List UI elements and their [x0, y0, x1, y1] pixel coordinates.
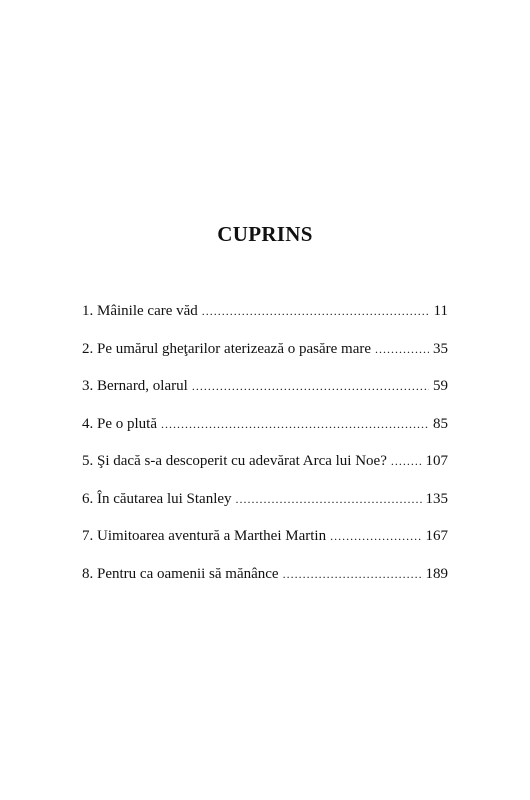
dot-leader	[202, 304, 430, 319]
toc-entry-title: 3. Bernard, olarul	[82, 378, 188, 394]
toc-page-number: 85	[433, 415, 448, 432]
dot-leader	[375, 342, 429, 357]
dot-leader	[236, 492, 422, 507]
toc-entry-title: 7. Uimitoarea aventură a Marthei Martin	[82, 528, 327, 544]
toc-entry-title: 2. Pe umărul gheţarilor aterizează o pasăre mare	[82, 340, 372, 357]
toc-page-number: 167	[425, 528, 448, 544]
toc-entry-title: 5. Şi dacă s-a descoperit cu adevărat Arca lui Noe?	[82, 453, 387, 469]
dot-leader	[391, 454, 422, 469]
toc-page-number: 11	[433, 303, 448, 319]
toc-entry-5	[82, 453, 448, 491]
toc-page-number: 59	[433, 378, 448, 394]
toc-entry-title: 6. În căutarea lui Stanley	[82, 490, 232, 507]
toc-entry-title: 8. Pentru ca oamenii să mănânce	[82, 565, 279, 582]
dot-leader	[192, 379, 429, 394]
dot-leader	[161, 417, 429, 432]
table-of-contents	[82, 303, 448, 603]
toc-entry-6	[82, 491, 448, 529]
toc-entry-title: 1. Mâinile care văd	[82, 303, 198, 319]
page-title: CUPRINS	[217, 222, 313, 246]
dot-leader	[283, 567, 422, 582]
dot-leader	[330, 529, 421, 544]
toc-entry-8	[82, 566, 448, 604]
toc-page-number: 189	[425, 565, 448, 582]
toc-page-number: 107	[425, 453, 448, 469]
toc-entry-3	[82, 378, 448, 416]
toc-entry-4	[82, 416, 448, 454]
toc-entry-2	[82, 341, 448, 379]
toc-entry-1	[82, 303, 448, 341]
toc-page-number: 35	[433, 340, 448, 357]
toc-page-number: 135	[425, 490, 448, 507]
toc-entry-7	[82, 528, 448, 566]
toc-entry-title: 4. Pe o plută	[82, 415, 157, 432]
